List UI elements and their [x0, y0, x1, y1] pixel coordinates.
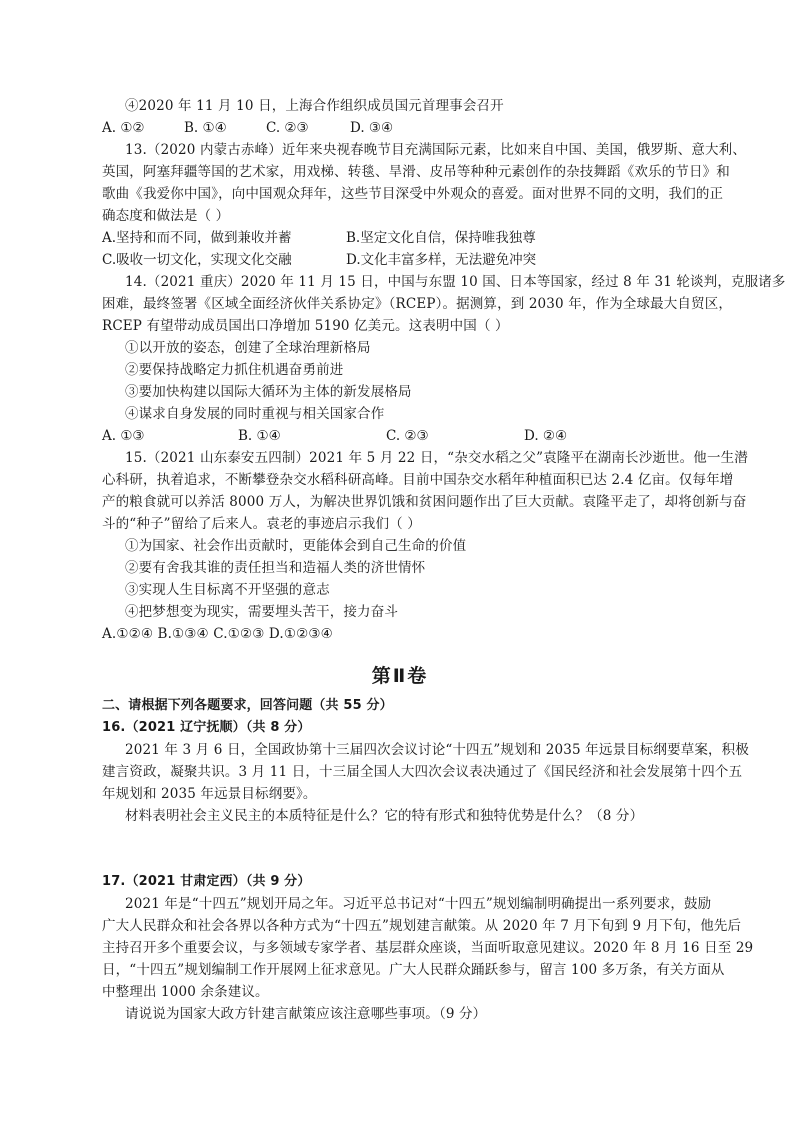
q17-material-line: 广大人民群众和社会各界以各种方式为“十四五”规划建言献策。从 2020 年 7 月下旬到 9 月下旬，他先后 — [102, 918, 742, 934]
q13-stem-line: 英国，阿塞拜疆等国的艺术家，用戏梯、转毯、旱滑、皮吊等种种元素创作的杂技舞蹈《欢乐的节日》和 — [102, 164, 730, 180]
q13-stem-line: 确态度和做法是（ ） — [102, 208, 230, 224]
q17-material-line: 主持召开多个重要会议，与多领域专家学者、基层群众座谈，当面听取意见建议。2020 年 8 月 16 日至 29 — [102, 940, 754, 956]
q12-item-4: ④2020 年 11 月 10 日，上海合作组织成员国元首理事会召开 — [125, 98, 504, 114]
q13-stem-line: 13.（2020 内蒙古赤峰）近年来央视春晚节目充满国际元素，比如来自中国、美国，俄罗斯、意大利、 — [125, 142, 746, 158]
q15-item: ④把梦想变为现实，需要埋头苦干，接力奋斗 — [125, 604, 398, 620]
section-heading: 二、请根据下列各题要求，回答问题（共 55 分） — [102, 698, 393, 713]
q15-stem-line: 15.（2021 山东泰安五四制）2021 年 5 月 22 日，“杂交水稻之父”袁隆平在湖南长沙逝世。他一生潜 — [125, 450, 748, 466]
q13-stem-line: 歌曲《我爱你中国》，向中国观众拜年，这些节目深受中外观众的喜爱。面对世界不同的文明，我们的正 — [102, 186, 724, 202]
q12-option-c: C. ②③ — [266, 120, 309, 136]
q13-option-b: B.坚定文化自信，保持唯我独尊 — [346, 230, 536, 246]
q14-item: ③要加快构建以国际大循环为主体的新发展格局 — [125, 384, 412, 400]
q16-material-line: 2021 年 3 月 6 日，全国政协第十三届四次会议讨论“十四五”规划和 2035 年远景目标纲要草案，积极 — [125, 742, 749, 758]
q16-title: 16.（2021 辽宁抚顺）（共 8 分） — [102, 720, 311, 735]
q15-item: ③实现人生目标离不开坚强的意志 — [125, 582, 330, 598]
q15-stem-line: 斗的“种子”留给了后来人。袁老的事迹启示我们（ ） — [102, 516, 421, 532]
q14-option-a: A. ①③ — [102, 428, 145, 444]
q13-option-c: C.吸收一切文化，实现文化交融 — [102, 252, 292, 268]
q14-option-c: C. ②③ — [386, 428, 429, 444]
q17-material-line: 中整理出 1000 余条建议。 — [102, 984, 269, 1000]
q15-item: ①为国家、社会作出贡献时，更能体会到自己生命的价值 — [125, 538, 467, 554]
q14-stem-line: RCEP 有望带动成员国出口净增加 5190 亿美元。这表明中国（ ） — [102, 318, 509, 334]
q15-stem-line: 产的粮食就可以养活 8000 万人，为解决世界饥饿和贫困问题作出了巨大贡献。袁隆平走了，却将创新与奋 — [102, 494, 747, 510]
q16-material-line: 建言资政，凝聚共识。3 月 11 日，十三届全国人大四次会议表决通过了《国民经济和社会发展第十四个五 — [102, 764, 743, 780]
q17-material-line: 2021 年是“十四五”规划开局之年。习近平总书记对“十四五”规划编制明确提出一系列要求，鼓励 — [125, 896, 712, 912]
q14-option-d: D. ②④ — [524, 428, 568, 444]
section-title: 第Ⅱ卷 — [371, 665, 429, 687]
q14-option-b: B. ①④ — [238, 428, 281, 444]
q13-option-a: A.坚持和而不同，做到兼收并蓄 — [102, 230, 292, 246]
q14-item: ①以开放的姿态，创建了全球治理新格局 — [125, 340, 371, 356]
q14-stem-line: 困难，最终签署《区域全面经济伙伴关系协定》（RCEP）。据测算，到 2030 年，作为全球最大自贸区， — [102, 296, 733, 312]
q14-item: ④谋求自身发展的同时重视与相关国家合作 — [125, 406, 385, 422]
q13-option-d: D.文化丰富多样，无法避免冲突 — [346, 252, 537, 268]
q12-option-a: A. ①② — [102, 120, 145, 136]
q17-material-line: 日，“十四五”规划编制工作开展网上征求意见。广大人民群众踊跃参与，留言 100 多万条，有关方面从 — [102, 962, 725, 978]
q15-options: A.①②④ B.①③④ C.①②③ D.①②③④ — [102, 626, 333, 642]
q12-option-b: B. ①④ — [184, 120, 227, 136]
q17-title: 17.（2021 甘肃定西）（共 9 分） — [102, 874, 311, 889]
q15-item: ②要有舍我其谁的责任担当和造福人类的济世情怀 — [125, 560, 426, 576]
q16-question: 材料表明社会主义民主的本质特征是什么？它的特有形式和独特优势是什么？（8 分） — [125, 808, 644, 824]
q15-stem-line: 心科研，执着追求，不断攀登杂交水稻科研高峰。目前中国杂交水稻年种植面积已达 2.4 亿亩。仅每年增 — [102, 472, 734, 488]
q14-item: ②要保持战略定力抓住机遇奋勇前进 — [125, 362, 344, 378]
q17-question: 请说说为国家大政方针建言献策应该注意哪些事项。（9 分） — [125, 1006, 487, 1022]
q14-stem-line: 14.（2021 重庆）2020 年 11 月 15 日，中国与东盟 10 国、日本等国家，经过 8 年 31 轮谈判，克服诸多 — [125, 274, 786, 290]
q12-option-d: D. ③④ — [350, 120, 394, 136]
q16-material-line: 年规划和 2035 年远景目标纲要》。 — [102, 786, 317, 802]
